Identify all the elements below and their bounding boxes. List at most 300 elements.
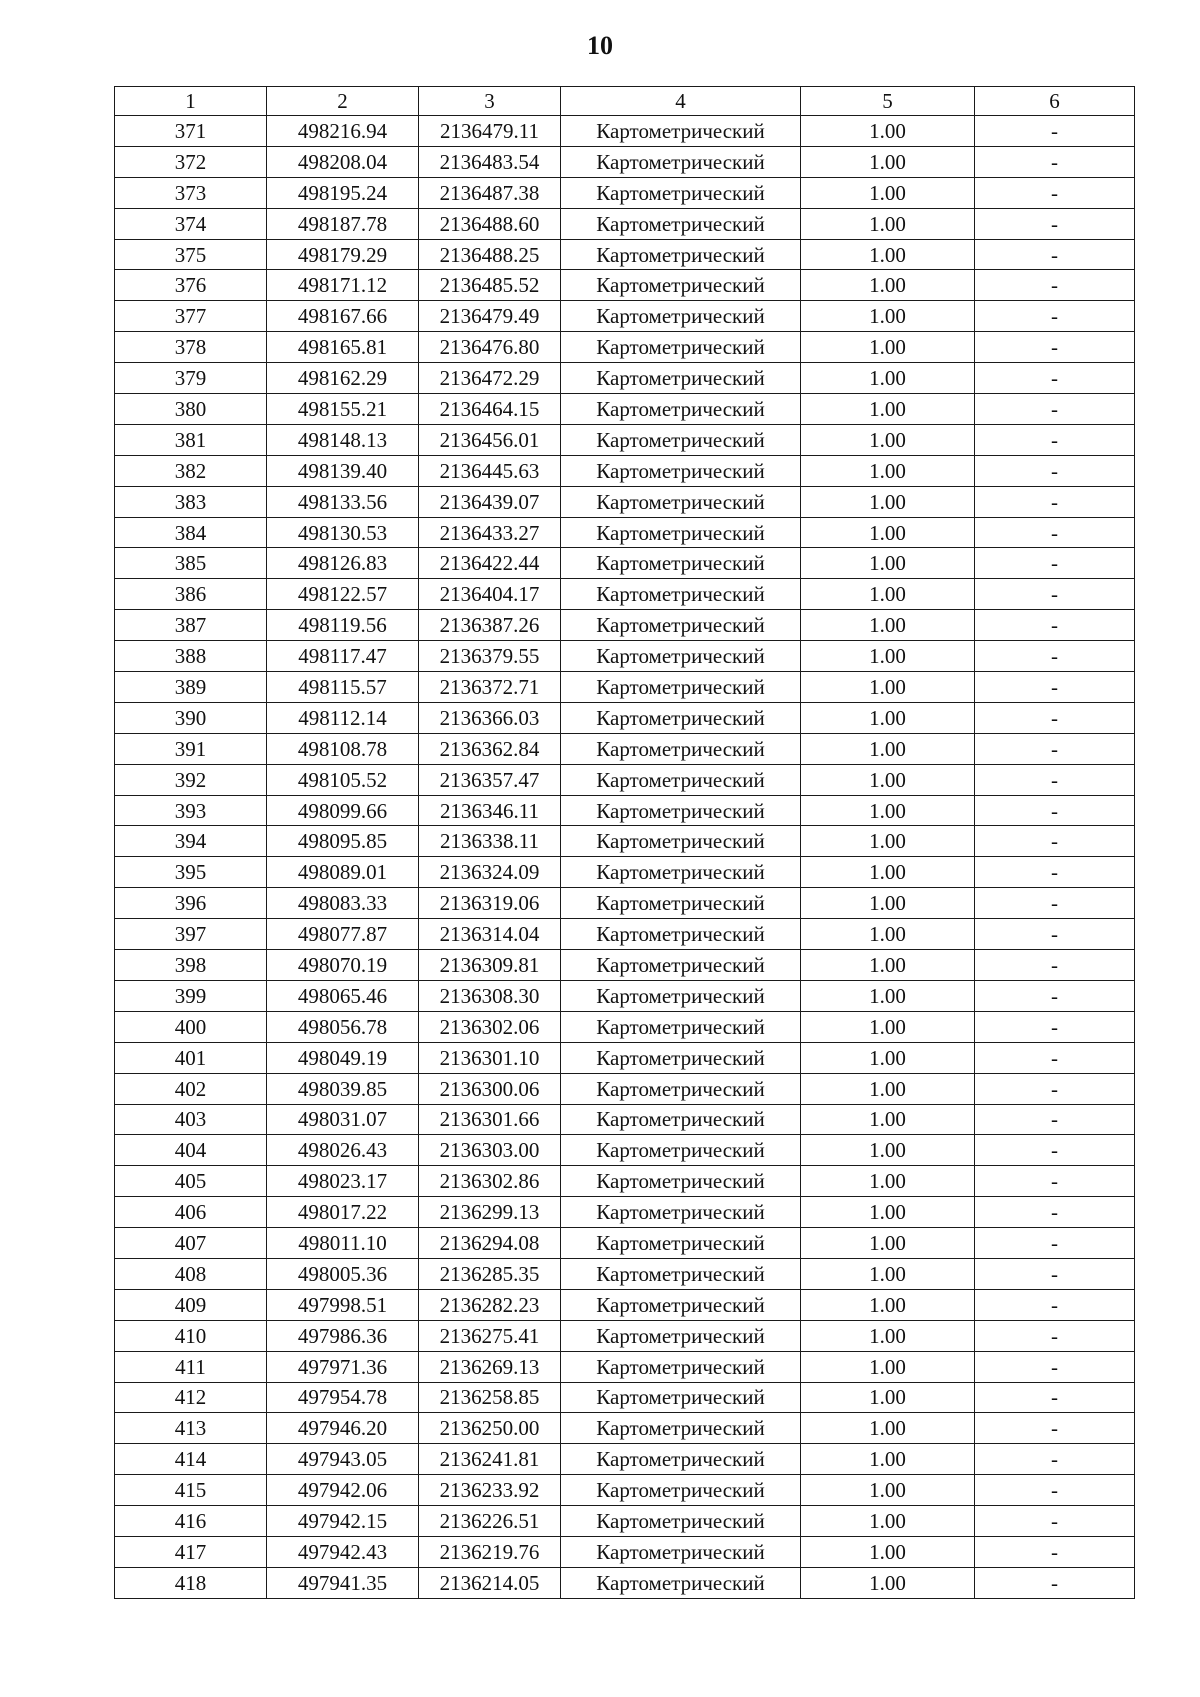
point-number-cell: 410 [115,1320,267,1351]
point-number-cell: 371 [115,116,267,147]
column-header-6: 6 [975,87,1135,116]
table-row [115,1289,1135,1320]
table-row [115,177,1135,208]
table-row [115,455,1135,486]
y-coordinate-cell: 2136445.63 [419,455,561,486]
method-cell: Картометрический [561,1506,801,1537]
note-cell: - [975,363,1135,394]
note-cell: - [975,1042,1135,1073]
y-coordinate-cell: 2136301.10 [419,1042,561,1073]
note-cell: - [975,764,1135,795]
x-coordinate-cell: 498130.53 [267,517,419,548]
x-coordinate-cell: 497954.78 [267,1382,419,1413]
x-coordinate-cell: 498171.12 [267,270,419,301]
method-cell: Картометрический [561,1475,801,1506]
table-row [115,1011,1135,1042]
x-coordinate-cell: 498139.40 [267,455,419,486]
accuracy-cell: 1.00 [801,332,975,363]
table-row [115,980,1135,1011]
accuracy-cell: 1.00 [801,1258,975,1289]
accuracy-cell: 1.00 [801,1413,975,1444]
method-cell: Картометрический [561,1166,801,1197]
x-coordinate-cell: 497971.36 [267,1351,419,1382]
y-coordinate-cell: 2136299.13 [419,1197,561,1228]
x-coordinate-cell: 498179.29 [267,239,419,270]
point-number-cell: 386 [115,579,267,610]
point-number-cell: 394 [115,826,267,857]
note-cell: - [975,1351,1135,1382]
accuracy-cell: 1.00 [801,424,975,455]
note-cell: - [975,1382,1135,1413]
y-coordinate-cell: 2136302.86 [419,1166,561,1197]
table-row [115,424,1135,455]
note-cell: - [975,857,1135,888]
method-cell: Картометрический [561,455,801,486]
note-cell: - [975,1289,1135,1320]
y-coordinate-cell: 2136219.76 [419,1536,561,1567]
note-cell: - [975,1475,1135,1506]
y-coordinate-cell: 2136456.01 [419,424,561,455]
method-cell: Картометрический [561,394,801,425]
method-cell: Картометрический [561,301,801,332]
accuracy-cell: 1.00 [801,1197,975,1228]
point-number-cell: 377 [115,301,267,332]
accuracy-cell: 1.00 [801,1320,975,1351]
table-row [115,733,1135,764]
coordinates-table [114,86,1135,1599]
point-number-cell: 384 [115,517,267,548]
table-row [115,363,1135,394]
note-cell: - [975,702,1135,733]
point-number-cell: 393 [115,795,267,826]
method-cell: Картометрический [561,1289,801,1320]
point-number-cell: 403 [115,1104,267,1135]
y-coordinate-cell: 2136487.38 [419,177,561,208]
accuracy-cell: 1.00 [801,177,975,208]
accuracy-cell: 1.00 [801,610,975,641]
method-cell: Картометрический [561,332,801,363]
x-coordinate-cell: 498112.14 [267,702,419,733]
y-coordinate-cell: 2136433.27 [419,517,561,548]
method-cell: Картометрический [561,1444,801,1475]
y-coordinate-cell: 2136282.23 [419,1289,561,1320]
y-coordinate-cell: 2136308.30 [419,980,561,1011]
y-coordinate-cell: 2136309.81 [419,950,561,981]
table-row [115,1073,1135,1104]
accuracy-cell: 1.00 [801,455,975,486]
y-coordinate-cell: 2136472.29 [419,363,561,394]
note-cell: - [975,980,1135,1011]
point-number-cell: 413 [115,1413,267,1444]
note-cell: - [975,394,1135,425]
method-cell: Картометрический [561,1258,801,1289]
accuracy-cell: 1.00 [801,826,975,857]
table-row [115,1567,1135,1598]
note-cell: - [975,1506,1135,1537]
table-row [115,486,1135,517]
y-coordinate-cell: 2136258.85 [419,1382,561,1413]
note-cell: - [975,1258,1135,1289]
y-coordinate-cell: 2136303.00 [419,1135,561,1166]
point-number-cell: 395 [115,857,267,888]
accuracy-cell: 1.00 [801,208,975,239]
x-coordinate-cell: 498070.19 [267,950,419,981]
point-number-cell: 373 [115,177,267,208]
table-row [115,795,1135,826]
y-coordinate-cell: 2136301.66 [419,1104,561,1135]
note-cell: - [975,424,1135,455]
x-coordinate-cell: 498122.57 [267,579,419,610]
method-cell: Картометрический [561,672,801,703]
page-number: 10 [587,31,613,60]
method-cell: Картометрический [561,1135,801,1166]
point-number-cell: 409 [115,1289,267,1320]
x-coordinate-cell: 498187.78 [267,208,419,239]
table-row [115,579,1135,610]
note-cell: - [975,1197,1135,1228]
note-cell: - [975,1166,1135,1197]
x-coordinate-cell: 498099.66 [267,795,419,826]
table-row [115,270,1135,301]
method-cell: Картометрический [561,980,801,1011]
table-row [115,1444,1135,1475]
accuracy-cell: 1.00 [801,270,975,301]
point-number-cell: 388 [115,641,267,672]
y-coordinate-cell: 2136338.11 [419,826,561,857]
note-cell: - [975,301,1135,332]
accuracy-cell: 1.00 [801,1289,975,1320]
y-coordinate-cell: 2136233.92 [419,1475,561,1506]
point-number-cell: 402 [115,1073,267,1104]
y-coordinate-cell: 2136275.41 [419,1320,561,1351]
point-number-cell: 404 [115,1135,267,1166]
x-coordinate-cell: 498108.78 [267,733,419,764]
table-row [115,394,1135,425]
table-row [115,146,1135,177]
method-cell: Картометрический [561,1536,801,1567]
y-coordinate-cell: 2136241.81 [419,1444,561,1475]
point-number-cell: 374 [115,208,267,239]
x-coordinate-cell: 497946.20 [267,1413,419,1444]
y-coordinate-cell: 2136346.11 [419,795,561,826]
note-cell: - [975,1567,1135,1598]
table-row [115,1351,1135,1382]
column-header-3: 3 [419,87,561,116]
accuracy-cell: 1.00 [801,1567,975,1598]
accuracy-cell: 1.00 [801,517,975,548]
point-number-cell: 391 [115,733,267,764]
x-coordinate-cell: 497943.05 [267,1444,419,1475]
accuracy-cell: 1.00 [801,1073,975,1104]
x-coordinate-cell: 498049.19 [267,1042,419,1073]
x-coordinate-cell: 497942.43 [267,1536,419,1567]
accuracy-cell: 1.00 [801,1166,975,1197]
point-number-cell: 385 [115,548,267,579]
x-coordinate-cell: 498167.66 [267,301,419,332]
method-cell: Картометрический [561,208,801,239]
accuracy-cell: 1.00 [801,1444,975,1475]
x-coordinate-cell: 498083.33 [267,888,419,919]
y-coordinate-cell: 2136324.09 [419,857,561,888]
y-coordinate-cell: 2136226.51 [419,1506,561,1537]
table-row [115,1228,1135,1259]
accuracy-cell: 1.00 [801,548,975,579]
point-number-cell: 387 [115,610,267,641]
method-cell: Картометрический [561,826,801,857]
method-cell: Картометрический [561,1567,801,1598]
y-coordinate-cell: 2136250.00 [419,1413,561,1444]
accuracy-cell: 1.00 [801,795,975,826]
x-coordinate-cell: 497942.15 [267,1506,419,1537]
accuracy-cell: 1.00 [801,672,975,703]
table-row [115,208,1135,239]
table-row [115,702,1135,733]
y-coordinate-cell: 2136300.06 [419,1073,561,1104]
note-cell: - [975,1536,1135,1567]
x-coordinate-cell: 498117.47 [267,641,419,672]
y-coordinate-cell: 2136285.35 [419,1258,561,1289]
table-row [115,1258,1135,1289]
y-coordinate-cell: 2136302.06 [419,1011,561,1042]
y-coordinate-cell: 2136366.03 [419,702,561,733]
point-number-cell: 390 [115,702,267,733]
x-coordinate-cell: 498077.87 [267,919,419,950]
accuracy-cell: 1.00 [801,733,975,764]
x-coordinate-cell: 498133.56 [267,486,419,517]
point-number-cell: 405 [115,1166,267,1197]
point-number-cell: 408 [115,1258,267,1289]
x-coordinate-cell: 498023.17 [267,1166,419,1197]
method-cell: Картометрический [561,888,801,919]
x-coordinate-cell: 497998.51 [267,1289,419,1320]
method-cell: Картометрический [561,1011,801,1042]
accuracy-cell: 1.00 [801,888,975,919]
y-coordinate-cell: 2136319.06 [419,888,561,919]
table-row [115,857,1135,888]
note-cell: - [975,486,1135,517]
accuracy-cell: 1.00 [801,980,975,1011]
column-header-5: 5 [801,87,975,116]
note-cell: - [975,455,1135,486]
method-cell: Картометрический [561,1382,801,1413]
accuracy-cell: 1.00 [801,1135,975,1166]
point-number-cell: 418 [115,1567,267,1598]
note-cell: - [975,641,1135,672]
accuracy-cell: 1.00 [801,1475,975,1506]
x-coordinate-cell: 498119.56 [267,610,419,641]
method-cell: Картометрический [561,1413,801,1444]
table-row [115,1536,1135,1567]
accuracy-cell: 1.00 [801,394,975,425]
point-number-cell: 412 [115,1382,267,1413]
accuracy-cell: 1.00 [801,579,975,610]
point-number-cell: 407 [115,1228,267,1259]
table-row [115,116,1135,147]
column-header-1: 1 [115,87,267,116]
accuracy-cell: 1.00 [801,116,975,147]
accuracy-cell: 1.00 [801,1536,975,1567]
accuracy-cell: 1.00 [801,1011,975,1042]
table-row [115,1475,1135,1506]
point-number-cell: 397 [115,919,267,950]
note-cell: - [975,548,1135,579]
note-cell: - [975,1104,1135,1135]
accuracy-cell: 1.00 [801,641,975,672]
x-coordinate-cell: 498162.29 [267,363,419,394]
x-coordinate-cell: 498126.83 [267,548,419,579]
point-number-cell: 380 [115,394,267,425]
table-row [115,1135,1135,1166]
x-coordinate-cell: 498005.36 [267,1258,419,1289]
y-coordinate-cell: 2136294.08 [419,1228,561,1259]
point-number-cell: 414 [115,1444,267,1475]
note-cell: - [975,795,1135,826]
x-coordinate-cell: 498026.43 [267,1135,419,1166]
table-row [115,1197,1135,1228]
point-number-cell: 381 [115,424,267,455]
method-cell: Картометрический [561,363,801,394]
x-coordinate-cell: 497986.36 [267,1320,419,1351]
note-cell: - [975,672,1135,703]
method-cell: Картометрический [561,1228,801,1259]
method-cell: Картометрический [561,733,801,764]
note-cell: - [975,1413,1135,1444]
table-row [115,1104,1135,1135]
x-coordinate-cell: 498115.57 [267,672,419,703]
method-cell: Картометрический [561,795,801,826]
note-cell: - [975,733,1135,764]
point-number-cell: 400 [115,1011,267,1042]
accuracy-cell: 1.00 [801,1042,975,1073]
table-row [115,301,1135,332]
point-number-cell: 389 [115,672,267,703]
column-header-4: 4 [561,87,801,116]
y-coordinate-cell: 2136379.55 [419,641,561,672]
y-coordinate-cell: 2136214.05 [419,1567,561,1598]
note-cell: - [975,208,1135,239]
method-cell: Картометрический [561,177,801,208]
point-number-cell: 375 [115,239,267,270]
method-cell: Картометрический [561,950,801,981]
method-cell: Картометрический [561,270,801,301]
x-coordinate-cell: 498011.10 [267,1228,419,1259]
table-row [115,919,1135,950]
method-cell: Картометрический [561,1073,801,1104]
note-cell: - [975,1444,1135,1475]
method-cell: Картометрический [561,764,801,795]
note-cell: - [975,950,1135,981]
point-number-cell: 378 [115,332,267,363]
point-number-cell: 382 [115,455,267,486]
x-coordinate-cell: 498148.13 [267,424,419,455]
table-row [115,826,1135,857]
accuracy-cell: 1.00 [801,239,975,270]
table-row [115,548,1135,579]
note-cell: - [975,517,1135,548]
method-cell: Картометрический [561,1104,801,1135]
y-coordinate-cell: 2136464.15 [419,394,561,425]
note-cell: - [975,1228,1135,1259]
accuracy-cell: 1.00 [801,857,975,888]
y-coordinate-cell: 2136483.54 [419,146,561,177]
method-cell: Картометрический [561,641,801,672]
note-cell: - [975,579,1135,610]
accuracy-cell: 1.00 [801,764,975,795]
x-coordinate-cell: 497941.35 [267,1567,419,1598]
accuracy-cell: 1.00 [801,363,975,394]
point-number-cell: 396 [115,888,267,919]
note-cell: - [975,1135,1135,1166]
table-row [115,888,1135,919]
table-row [115,1382,1135,1413]
accuracy-cell: 1.00 [801,486,975,517]
method-cell: Картометрический [561,1197,801,1228]
method-cell: Картометрический [561,857,801,888]
y-coordinate-cell: 2136488.60 [419,208,561,239]
x-coordinate-cell: 498208.04 [267,146,419,177]
table-row [115,1166,1135,1197]
y-coordinate-cell: 2136479.49 [419,301,561,332]
note-cell: - [975,888,1135,919]
point-number-cell: 392 [115,764,267,795]
method-cell: Картометрический [561,579,801,610]
note-cell: - [975,177,1135,208]
header-row [115,87,1135,116]
y-coordinate-cell: 2136362.84 [419,733,561,764]
accuracy-cell: 1.00 [801,1351,975,1382]
note-cell: - [975,239,1135,270]
table-row [115,950,1135,981]
y-coordinate-cell: 2136269.13 [419,1351,561,1382]
note-cell: - [975,116,1135,147]
method-cell: Картометрический [561,702,801,733]
table-row [115,1320,1135,1351]
table-body [115,116,1135,1599]
accuracy-cell: 1.00 [801,1228,975,1259]
point-number-cell: 398 [115,950,267,981]
table-header [115,87,1135,116]
note-cell: - [975,146,1135,177]
table-row [115,1042,1135,1073]
method-cell: Картометрический [561,548,801,579]
accuracy-cell: 1.00 [801,301,975,332]
column-header-2: 2 [267,87,419,116]
y-coordinate-cell: 2136314.04 [419,919,561,950]
accuracy-cell: 1.00 [801,702,975,733]
x-coordinate-cell: 498216.94 [267,116,419,147]
x-coordinate-cell: 498089.01 [267,857,419,888]
method-cell: Картометрический [561,1320,801,1351]
method-cell: Картометрический [561,424,801,455]
x-coordinate-cell: 498095.85 [267,826,419,857]
accuracy-cell: 1.00 [801,1104,975,1135]
accuracy-cell: 1.00 [801,919,975,950]
note-cell: - [975,919,1135,950]
x-coordinate-cell: 498165.81 [267,332,419,363]
x-coordinate-cell: 498017.22 [267,1197,419,1228]
method-cell: Картометрический [561,517,801,548]
table-row [115,1413,1135,1444]
note-cell: - [975,826,1135,857]
accuracy-cell: 1.00 [801,1382,975,1413]
point-number-cell: 379 [115,363,267,394]
point-number-cell: 376 [115,270,267,301]
x-coordinate-cell: 498031.07 [267,1104,419,1135]
point-number-cell: 416 [115,1506,267,1537]
point-number-cell: 401 [115,1042,267,1073]
y-coordinate-cell: 2136476.80 [419,332,561,363]
table-row [115,239,1135,270]
